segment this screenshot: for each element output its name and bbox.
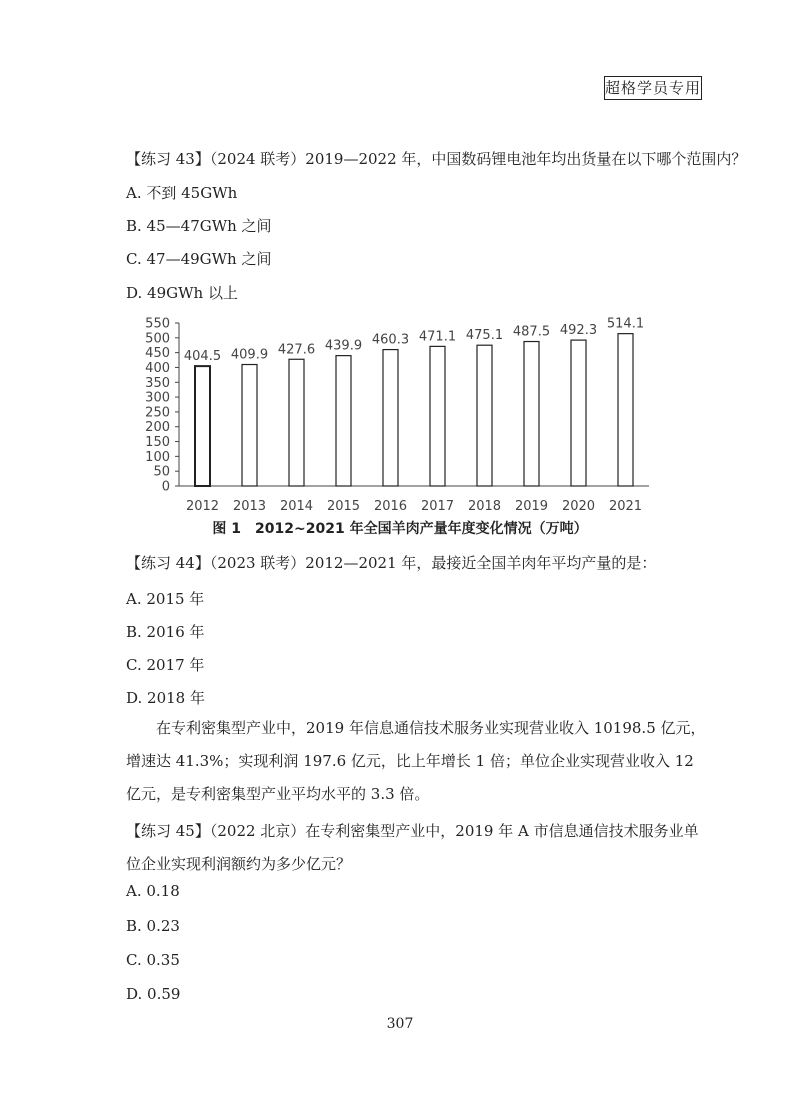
y-tick-label: 500 <box>145 331 170 347</box>
bar-2021 <box>618 334 633 486</box>
bar-2012 <box>195 366 210 486</box>
x-tick-label-2014: 2014 <box>279 499 314 514</box>
y-tick-label: 150 <box>145 435 170 451</box>
x-tick-label-2018: 2018 <box>467 499 502 514</box>
y-tick-label: 300 <box>145 390 170 406</box>
x-tick-label-2015: 2015 <box>326 499 361 514</box>
value-label-2019: 487.5 <box>512 324 551 340</box>
bar-2017 <box>430 346 445 486</box>
x-tick-label-2021: 2021 <box>608 499 643 514</box>
value-label-2015: 439.9 <box>324 338 363 354</box>
value-label-2018: 475.1 <box>465 328 504 344</box>
x-tick-label-2020: 2020 <box>561 499 596 514</box>
x-tick-label-2013: 2013 <box>232 499 267 514</box>
x-tick-label-2012: 2012 <box>185 499 220 514</box>
q43-option-a: A. 不到 45GWh <box>126 184 238 202</box>
y-tick-label: 0 <box>161 479 170 495</box>
bar-2016 <box>383 350 398 486</box>
q45-stem: 【练习 45】（2022 北京）在专利密集型产业中，2019 年 A 市信息通信技术服务业单位企业实现利润额约为多少亿元？ <box>126 822 699 873</box>
x-tick-label-2019: 2019 <box>514 499 549 514</box>
q44-option-a: A. 2015 年 <box>126 590 205 608</box>
q45-option-c: C. 0.35 <box>126 951 180 969</box>
y-tick-label: 100 <box>145 449 170 465</box>
q44-option-d: D. 2018 年 <box>126 689 205 707</box>
value-label-2016: 460.3 <box>371 332 410 348</box>
q43-stem: 【练习 43】（2024 联考）2019—2022 年，中国数码锂电池年均出货量在以下哪个范围内？ <box>126 150 747 168</box>
q45-option-b: B. 0.23 <box>126 917 180 935</box>
value-label-2014: 427.6 <box>277 342 316 358</box>
q44-stem: 【练习 44】（2023 联考）2012—2021 年，最接近全国羊肉年平均产量的是： <box>126 554 657 572</box>
bar-2019 <box>524 342 539 486</box>
y-tick-label: 200 <box>145 420 170 436</box>
y-tick-label: 400 <box>145 360 170 376</box>
mutton-production-bar-chart <box>126 310 656 520</box>
q45-option-a: A. 0.18 <box>126 882 180 900</box>
value-label-2020: 492.3 <box>559 323 598 339</box>
q43-option-d: D. 49GWh 以上 <box>126 284 238 302</box>
y-tick-label: 550 <box>145 316 170 332</box>
value-label-2017: 471.1 <box>418 329 457 345</box>
value-label-2013: 409.9 <box>230 347 269 363</box>
student-only-badge: 超格学员专用 <box>604 76 702 100</box>
chart-title: 图 1 2012~2021 年全国羊肉产量年度变化情况（万吨） <box>212 521 588 537</box>
q45-option-d: D. 0.59 <box>126 985 181 1003</box>
y-tick-label: 450 <box>145 346 170 362</box>
q43-option-c: C. 47—49GWh 之间 <box>126 250 272 268</box>
bar-2018 <box>477 345 492 486</box>
value-label-2021: 514.1 <box>606 316 645 332</box>
bar-2020 <box>571 340 586 486</box>
y-tick-label: 250 <box>145 405 170 421</box>
bar-2014 <box>289 359 304 486</box>
value-label-2012: 404.5 <box>183 349 222 365</box>
material-paragraph: 在专利密集型产业中，2019 年信息通信技术服务业实现营业收入 10198.5 亿元，增速达 41.3%；实现利润 197.6 亿元，比上年增长 1 倍；单位企业实现营业收入 12 亿元，是专利密集型产业平均水平的 3.3 倍。 <box>126 719 706 803</box>
y-tick-label: 350 <box>145 375 170 391</box>
y-tick-label: 50 <box>153 464 170 480</box>
page-number: 307 <box>386 1016 414 1032</box>
q44-option-b: B. 2016 年 <box>126 623 205 641</box>
x-tick-label-2016: 2016 <box>373 499 408 514</box>
q43-option-b: B. 45—47GWh 之间 <box>126 217 272 235</box>
x-tick-label-2017: 2017 <box>420 499 455 514</box>
bar-2015 <box>336 356 351 486</box>
q44-option-c: C. 2017 年 <box>126 656 205 674</box>
bar-2013 <box>242 365 257 486</box>
